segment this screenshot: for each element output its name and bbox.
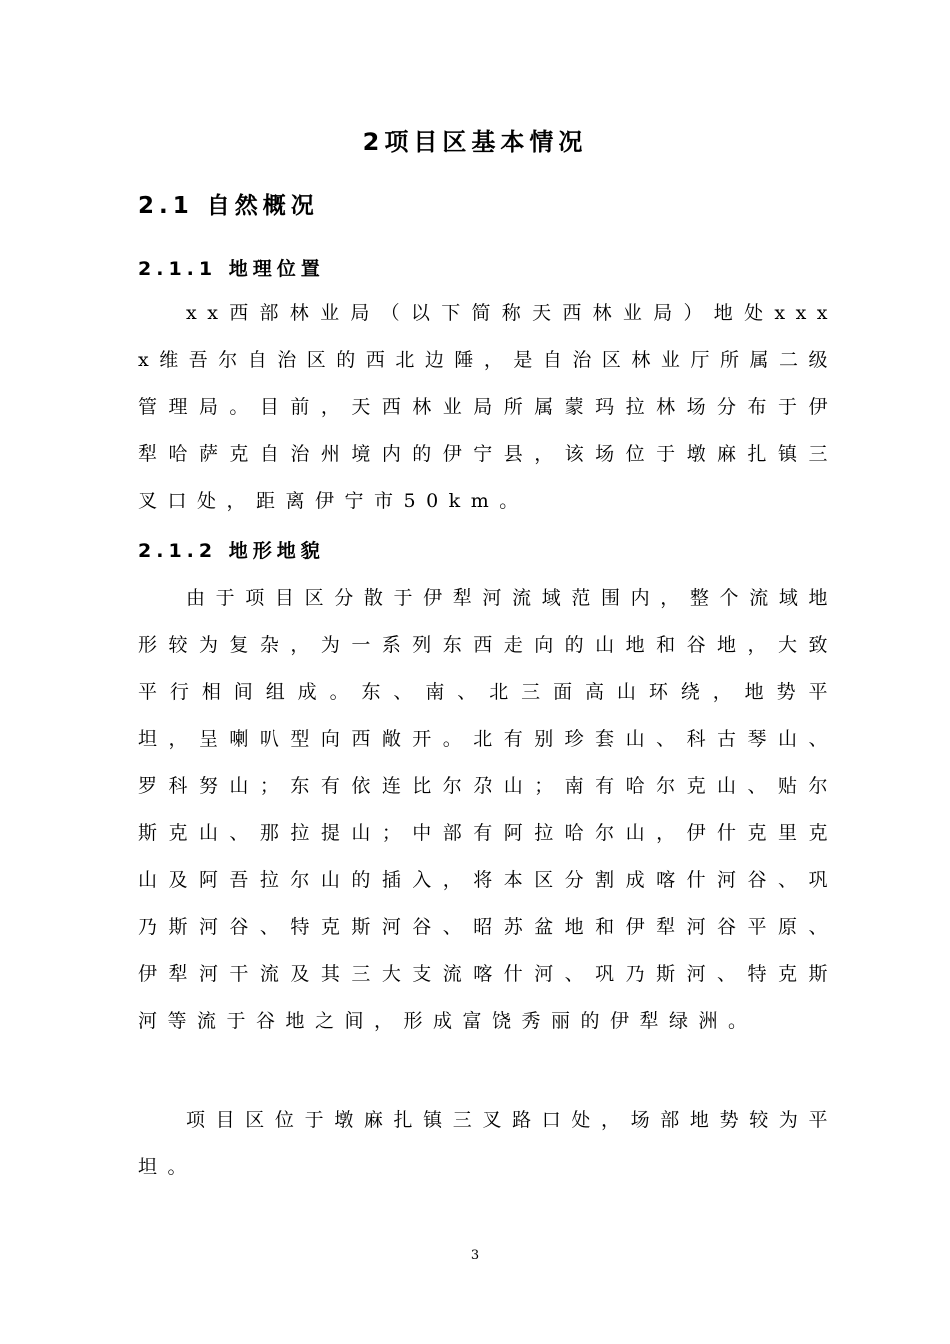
subsection-heading-terrain: 2.1.2 地形地貌 (138, 540, 325, 562)
section-heading: 2.1 自然概况 (138, 193, 319, 219)
paragraph-site: 项目区位于墩麻扎镇三叉路口处，场部地势较为平坦。 (138, 1109, 838, 1178)
paragraph-location: xx西部林业局（以下简称天西林业局）地处xxxx维吾尔自治区的西北边陲，是自治区林业厅所属二级管理局。目前，天西林业局所属蒙玛拉林场分布于伊犁哈萨克自治州境内的伊宁县，该场位于墩麻扎镇三叉口处，距离伊宁市50km。 (138, 302, 838, 512)
page-number: 3 (470, 1248, 480, 1263)
paragraph-terrain: 由于项目区分散于伊犁河流域范围内，整个流域地形较为复杂，为一系列东西走向的山地和谷地，大致平行相间组成。东、南、北三面高山环绕，地势平坦，呈喇叭型向西敞开。北有别珍套山、科古琴山、罗科努山；东有依连比尔尕山；南有哈尔克山、贴尔斯克山、那拉提山；中部有阿拉哈尔山，伊什克里克山及阿吾拉尔山的插入，将本区分割成喀什河谷、巩乃斯河谷、特克斯河谷、昭苏盆地和伊犁河谷平原、伊犁河干流及其三大支流喀什河、巩乃斯河、特克斯河等流于谷地之间，形成富饶秀丽的伊犁绿洲。 (138, 587, 838, 1032)
subsection-heading-location: 2.1.1 地理位置 (138, 258, 325, 280)
chapter-title: 2项目区基本情况 (362, 128, 588, 156)
